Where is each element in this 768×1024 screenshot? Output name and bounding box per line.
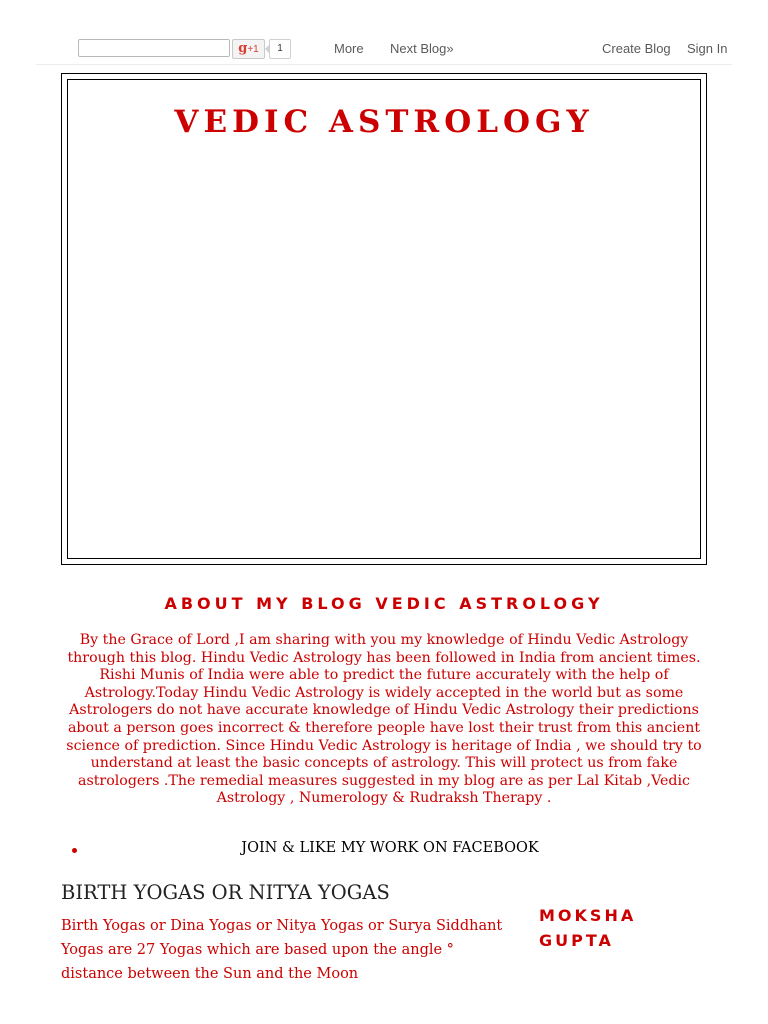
blogger-navbar bbox=[36, 34, 732, 65]
post-body: Birth Yogas or Dina Yogas or Nitya Yogas or Surya Siddhant Yogas are 27 Yogas which are based upon the angle ° distance between the Sun and the Moon bbox=[61, 918, 503, 982]
plus-one-count-badge: 1 bbox=[269, 39, 291, 59]
facebook-link-list bbox=[60, 840, 720, 856]
sidebar-author-name: MOKSHA GUPTA bbox=[539, 906, 637, 950]
blog-header-frame bbox=[67, 79, 701, 559]
next-blog-link[interactable]: Next Blog» bbox=[390, 41, 454, 56]
about-description: By the Grace of Lord ,I am sharing with you my knowledge of Hindu Vedic Astrology through this blog. Hindu Vedic Astrology has been followed in India from ancient times. Rishi Munis of India were able to predict the future accurately with the help of Astrology.Today Hindu Vedic Astrology is widely accepted in the world but as some Astrologers do not have accurate knowledge of Hindu Vedic Astrology their predictions about a person goes incorrect & therefore people have lost their trust from this ancient science of prediction. Since Hindu Vedic Astrology is heritage of India , we should try to understand at least the basic concepts of astrology. This will protect us from fake astrologers .The remedial measures suggested in my blog are as per Lal Kitab ,Vedic Astrology , Numerology & Rudraksh Therapy . bbox=[66, 632, 702, 807]
sign-in-link[interactable]: Sign In bbox=[687, 41, 728, 56]
google-plus-one-button[interactable] bbox=[232, 39, 265, 59]
google-plus-label: +1 bbox=[247, 44, 259, 55]
more-link[interactable]: More bbox=[334, 41, 364, 56]
list-item bbox=[60, 840, 720, 856]
navbar-search-input[interactable] bbox=[78, 39, 230, 57]
blog-title[interactable]: VEDIC ASTROLOGY bbox=[174, 104, 594, 140]
create-blog-link[interactable]: Create Blog bbox=[602, 41, 671, 56]
facebook-link[interactable]: JOIN & LIKE MY WORK ON FACEBOOK bbox=[241, 840, 539, 856]
about-heading: ABOUT MY BLOG VEDIC ASTROLOGY bbox=[164, 594, 604, 613]
google-plus-icon: g bbox=[238, 41, 248, 56]
post-title[interactable]: BIRTH YOGAS OR NITYA YOGAS bbox=[61, 881, 390, 904]
blog-header bbox=[61, 73, 707, 565]
